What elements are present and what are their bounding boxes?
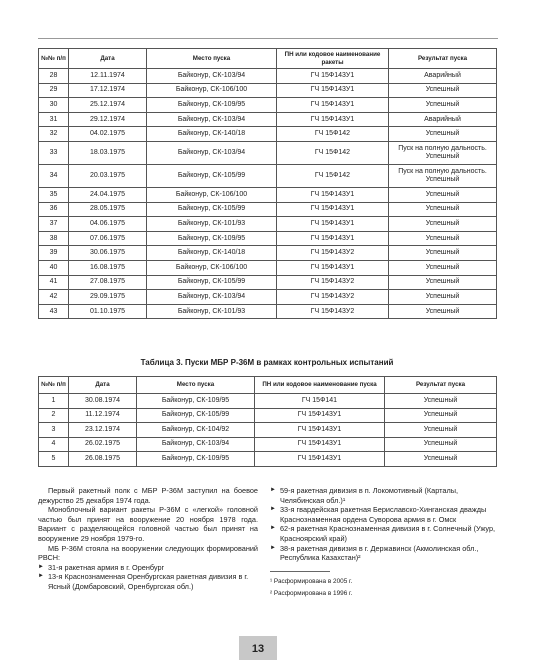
column-header: Место пуска — [147, 49, 277, 69]
list-item — [270, 524, 496, 543]
list-item-text: 13-я Краснознаменная Оренбургская ракетная дивизия в г. Ясный (Домбаровский, Оренбургская обл.) — [48, 572, 249, 591]
table-cell: 39 — [39, 246, 69, 261]
table-cell: Байконур, СК-101/93 — [147, 304, 277, 319]
table-cell: Байконур, СК-105/99 — [137, 408, 255, 423]
list-item — [270, 544, 496, 563]
table-cell: Успешный — [389, 275, 497, 290]
table-cell: Пуск на полную дальность. Успешный — [389, 141, 497, 164]
table-cell: 30 — [39, 98, 69, 113]
table-cell: Успешный — [389, 260, 497, 275]
table-cell: Успешный — [385, 437, 497, 452]
table-cell: Байконур, СК-106/100 — [147, 83, 277, 98]
table-cell: 35 — [39, 187, 69, 202]
table-cell: 07.06.1975 — [69, 231, 147, 246]
table-cell: 1 — [39, 394, 69, 409]
table-cell: ГЧ 15Ф143У1 — [277, 98, 389, 113]
table-cell: Байконур, СК-140/18 — [147, 127, 277, 142]
table-cell: ГЧ 15Ф143У1 — [277, 83, 389, 98]
table-cell: 25.12.1974 — [69, 98, 147, 113]
launches-table-continued — [38, 48, 497, 319]
paragraph: МБ Р-36М стояла на вооружении следующих формирований РВСН: — [38, 543, 258, 563]
table-cell: Байконур, СК-105/99 — [147, 202, 277, 217]
table-cell: Байконур, СК-104/92 — [137, 423, 255, 438]
table-cell: ГЧ 15Ф142 — [277, 127, 389, 142]
table-cell: 26.02.1975 — [69, 437, 137, 452]
table-cell: 2 — [39, 408, 69, 423]
table-caption: Таблица 3. Пуски МБР Р-36М в рамках контрольных испытаний — [140, 358, 394, 367]
table-cell: Байконур, СК-105/99 — [147, 164, 277, 187]
table-cell: 12.11.1974 — [69, 69, 147, 84]
table-cell: ГЧ 15Ф143У1 — [255, 408, 385, 423]
table-cell: Успешный — [389, 246, 497, 261]
control-launches-table — [38, 376, 497, 467]
table-cell: 4 — [39, 437, 69, 452]
table-cell: Успешный — [385, 423, 497, 438]
table-cell: 16.08.1975 — [69, 260, 147, 275]
table-cell: Байконур, СК-106/100 — [147, 260, 277, 275]
table-row — [39, 408, 497, 423]
table-cell: Байконур, СК-106/100 — [147, 187, 277, 202]
table-cell: 43 — [39, 304, 69, 319]
table-cell: 34 — [39, 164, 69, 187]
formation-list — [38, 563, 258, 592]
table-cell: 29.12.1974 — [69, 112, 147, 127]
table-cell: ГЧ 15Ф143У2 — [277, 304, 389, 319]
table-row — [39, 290, 497, 305]
right-text-column — [270, 486, 496, 600]
table-cell: 40 — [39, 260, 69, 275]
bullet-arrow-icon: ► — [38, 573, 44, 580]
column-header: ПН или кодовое наименование ракеты — [277, 49, 389, 69]
table-cell: 30.08.1974 — [69, 394, 137, 409]
table-row — [39, 275, 497, 290]
table-cell: 04.02.1975 — [69, 127, 147, 142]
table-cell: Успешный — [389, 187, 497, 202]
table-cell: Байконур, СК-103/94 — [147, 69, 277, 84]
column-header: ПН или кодовое наименование пуска — [255, 377, 385, 394]
table-row — [39, 141, 497, 164]
table-cell: Байконур, СК-140/18 — [147, 246, 277, 261]
table-cell: 3 — [39, 423, 69, 438]
table-cell: 26.08.1975 — [69, 452, 137, 467]
table-cell: 29.09.1975 — [69, 290, 147, 305]
table-cell: 11.12.1974 — [69, 408, 137, 423]
column-header: №№ п/п — [39, 377, 69, 394]
table-cell: Аварийный — [389, 112, 497, 127]
table-row — [39, 98, 497, 113]
footnote: ² Расформирована в 1996 г. — [270, 589, 353, 597]
table-cell: Байконур, СК-103/94 — [137, 437, 255, 452]
column-header: №№ п/п — [39, 49, 69, 69]
table-cell: Успешный — [385, 394, 497, 409]
table-row — [39, 164, 497, 187]
table-cell: 28.05.1975 — [69, 202, 147, 217]
table-cell: Успешный — [389, 231, 497, 246]
bullet-arrow-icon: ► — [270, 487, 276, 493]
table-header-row — [39, 377, 497, 394]
footnote-rule — [270, 571, 330, 572]
table-row — [39, 231, 497, 246]
list-item-text: 31-я ракетная армия в г. Оренбург — [48, 562, 165, 572]
table-cell: Успешный — [389, 127, 497, 142]
list-item-text: 59-я ракетная дивизия в п. Локомотивный (Карталы, Челябинская обл.)¹ — [280, 486, 458, 505]
formation-list — [270, 486, 496, 563]
table-cell: ГЧ 15Ф142 — [277, 164, 389, 187]
bullet-arrow-icon: ► — [270, 544, 276, 551]
paragraph: Моноблочный вариант ракеты Р-36М с «легкой» головной частью был принят на вооружение 20 ноября 1978 года. Вариант с разделяющейся головной частью был принят на вооружение 29 ноября 1979-го. — [38, 505, 258, 543]
table-cell: Байконур, СК-105/99 — [147, 275, 277, 290]
table-cell: Байконур, СК-103/94 — [147, 112, 277, 127]
table-row — [39, 69, 497, 84]
table-cell: ГЧ 15Ф143У2 — [277, 275, 389, 290]
table-cell: ГЧ 15Ф143У1 — [277, 231, 389, 246]
table-cell: 30.06.1975 — [69, 246, 147, 261]
table-row — [39, 83, 497, 98]
top-rule — [38, 38, 498, 39]
list-item-text: 62-я ракетная Краснознаменная дивизия в г. Солнечный (Ужур, Красноярский край) — [280, 524, 496, 543]
table-cell: ГЧ 15Ф143У1 — [277, 112, 389, 127]
table-row — [39, 452, 497, 467]
table-cell: 42 — [39, 290, 69, 305]
table-row — [39, 394, 497, 409]
column-header: Результат пуска — [385, 377, 497, 394]
column-header: Место пуска — [137, 377, 255, 394]
table-cell: ГЧ 15Ф143У1 — [255, 452, 385, 467]
table-row — [39, 217, 497, 232]
table-row — [39, 246, 497, 261]
list-item-text: 33-я гвардейская ракетная Бериславско-Хинганская дважды Краснознаменная ордена Суворова армия в г. Омск — [280, 505, 487, 524]
table-cell: 32 — [39, 127, 69, 142]
table-cell: 20.03.1975 — [69, 164, 147, 187]
table-cell: 37 — [39, 217, 69, 232]
table-cell: 36 — [39, 202, 69, 217]
table-row — [39, 260, 497, 275]
table-cell: 04.06.1975 — [69, 217, 147, 232]
table-cell: 23.12.1974 — [69, 423, 137, 438]
table-cell: ГЧ 15Ф143У2 — [277, 290, 389, 305]
table-row — [39, 187, 497, 202]
table-cell: Байконур, СК-109/95 — [137, 452, 255, 467]
list-item — [270, 505, 496, 524]
table-cell: Успешный — [389, 202, 497, 217]
table-cell: ГЧ 15Ф143У1 — [277, 187, 389, 202]
table-cell: 27.08.1975 — [69, 275, 147, 290]
page-number: 13 — [239, 636, 277, 660]
table-row — [39, 437, 497, 452]
table-cell: ГЧ 15Ф143У1 — [277, 202, 389, 217]
table-cell: ГЧ 15Ф141 — [255, 394, 385, 409]
table-cell: ГЧ 15Ф143У2 — [277, 246, 389, 261]
table-cell: Байконур, СК-109/95 — [137, 394, 255, 409]
list-item — [270, 486, 496, 505]
table-cell: Успешный — [389, 83, 497, 98]
table-cell: 33 — [39, 141, 69, 164]
table-cell: Байконур, СК-109/95 — [147, 98, 277, 113]
table-cell: Успешный — [389, 217, 497, 232]
column-header: Дата — [69, 377, 137, 394]
table-row — [39, 112, 497, 127]
list-item-text: 38-я ракетная дивизия в г. Державинск (Акмолинская обл., Республика Казахстан)² — [280, 543, 479, 563]
table-cell: 29 — [39, 83, 69, 98]
table-cell: ГЧ 15Ф143У1 — [277, 260, 389, 275]
table-cell: 17.12.1974 — [69, 83, 147, 98]
paragraph: Первый ракетный полк с МБР Р-36М заступил на боевое дежурство 25 декабря 1974 года. — [38, 486, 258, 505]
table-cell: ГЧ 15Ф143У1 — [255, 437, 385, 452]
column-header: Результат пуска — [389, 49, 497, 69]
table-cell: Байконур, СК-109/95 — [147, 231, 277, 246]
table-cell: 01.10.1975 — [69, 304, 147, 319]
column-header: Дата — [69, 49, 147, 69]
table-row — [39, 304, 497, 319]
table-cell: 41 — [39, 275, 69, 290]
table-cell: Успешный — [389, 290, 497, 305]
bullet-arrow-icon: ► — [38, 563, 44, 570]
table-cell: Байконур, СК-103/94 — [147, 290, 277, 305]
left-text-column — [38, 486, 258, 592]
bullet-arrow-icon: ► — [270, 506, 276, 513]
table-cell: 31 — [39, 112, 69, 127]
table-row — [39, 127, 497, 142]
list-item — [38, 572, 258, 591]
table-row — [39, 202, 497, 217]
table-cell: ГЧ 15Ф143У1 — [277, 69, 389, 84]
table-row — [39, 423, 497, 438]
table-cell: 24.04.1975 — [69, 187, 147, 202]
table-cell: ГЧ 15Ф142 — [277, 141, 389, 164]
table-cell: Успешный — [389, 98, 497, 113]
table-cell: Успешный — [385, 408, 497, 423]
table-cell: 18.03.1975 — [69, 141, 147, 164]
bullet-arrow-icon: ► — [270, 525, 276, 532]
table-header-row — [39, 49, 497, 69]
table-cell: Аварийный — [389, 69, 497, 84]
table-cell: Успешный — [385, 452, 497, 467]
table-cell: Байконур, СК-103/94 — [147, 141, 277, 164]
table-cell: Байконур, СК-101/93 — [147, 217, 277, 232]
table-cell: ГЧ 15Ф143У1 — [277, 217, 389, 232]
footnote: ¹ Расформирована в 2005 г. — [270, 577, 353, 585]
table-cell: 28 — [39, 69, 69, 84]
table-cell: ГЧ 15Ф143У1 — [255, 423, 385, 438]
table-cell: Пуск на полную дальность. Успешный — [389, 164, 497, 187]
list-item — [38, 563, 258, 573]
table-cell: 5 — [39, 452, 69, 467]
table-cell: 38 — [39, 231, 69, 246]
table-cell: Успешный — [389, 304, 497, 319]
